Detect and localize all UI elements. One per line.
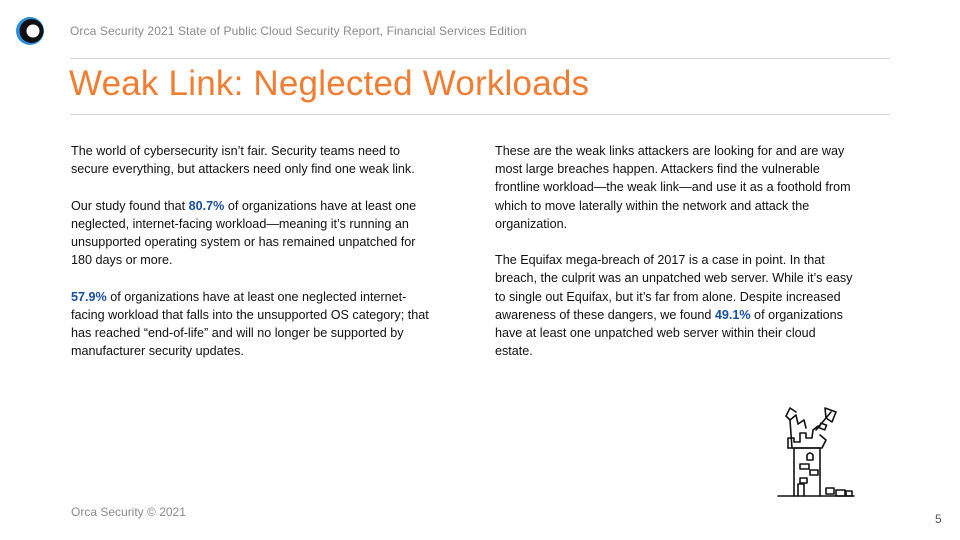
left-paragraph-1: The world of cybersecurity isn’t fair. Security teams need to secure everything, but attackers need only find one weak link.	[71, 144, 415, 177]
left-paragraph-2-lead: Our study found that	[71, 198, 189, 213]
footer-copyright: Orca Security © 2021	[71, 505, 186, 519]
header-divider	[70, 58, 890, 59]
page-title: Weak Link: Neglected Workloads	[69, 64, 590, 103]
title-divider	[70, 114, 890, 115]
right-paragraph-2	[495, 251, 855, 360]
left-paragraph-2	[71, 197, 431, 270]
right-paragraph-2-rest: of organizations have at least one unpatched web server within their cloud estate.	[495, 307, 843, 359]
stat-highlight-80-7: 80.7%	[188, 198, 225, 213]
crumbling-castle-tower-icon	[776, 400, 856, 500]
page-number: 5	[935, 512, 942, 526]
right-paragraph-1: These are the weak links attackers are looking for and are way most large breaches happen. Attackers find the vulnerable frontline workload—the weak link—and use it as a foothold from which to move laterally within the network and attack the organization.	[495, 144, 851, 231]
left-text-column	[71, 142, 431, 379]
stat-highlight-57-9: 57.9%	[71, 289, 107, 304]
stat-highlight-49-1: 49.1%	[714, 307, 751, 322]
right-paragraph-2-lead: The Equifax mega-breach of 2017 is a case in point. In that breach, the culprit was an unpatched web server. While it’s easy to single out Equifax, but it’s far from alone. Despite increased awareness of these dangers, we found	[495, 253, 853, 322]
right-text-column	[495, 142, 855, 379]
orca-logo-icon	[15, 16, 45, 46]
left-paragraph-2-rest: of organizations have at least one neglected, internet-facing workload—meaning it’s running an unsupported operating system or has remained unpatched for 180 days or more.	[71, 198, 417, 268]
left-paragraph-3	[71, 288, 431, 361]
left-paragraph-3-rest: of organizations have at least one neglected internet-facing workload that falls into the unsupported OS category; that has reached “end-of-life” and will no longer be supported by manufacturer security updates.	[71, 289, 429, 359]
report-header-title: Orca Security 2021 State of Public Cloud Security Report, Financial Services Edition	[70, 24, 527, 38]
